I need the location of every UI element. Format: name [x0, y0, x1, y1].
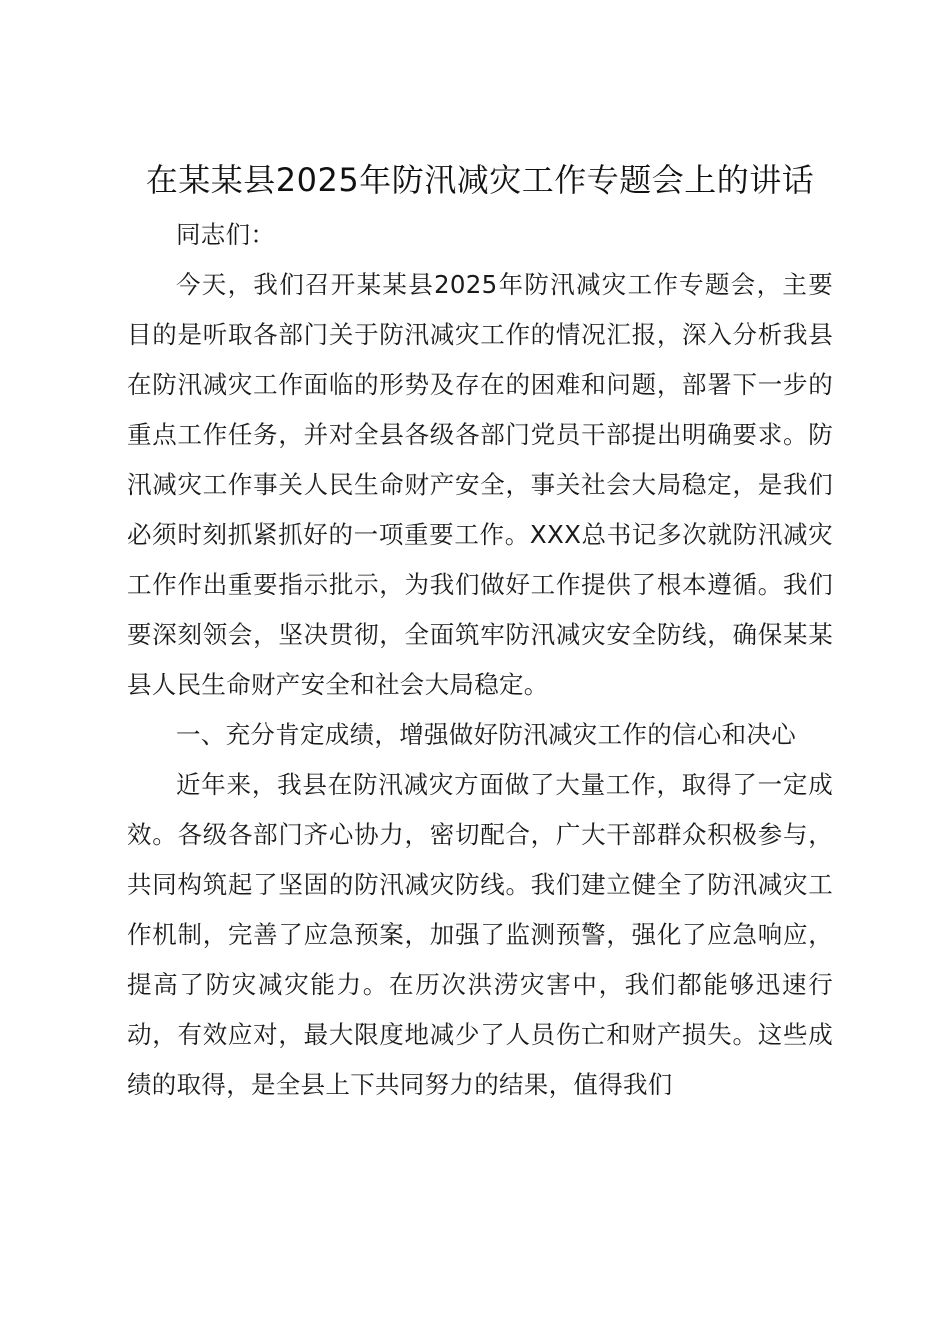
salutation: 同志们：	[176, 220, 276, 249]
section-heading: 一、充分肯定成绩，增强做好防汛减灾工作的信心和决心	[176, 720, 796, 749]
paragraph-intro: 今天，我们召开某某县2025年防汛减灾工作专题会，主要目的是听取各部门关于防汛减灾工作的情况汇报，深入分析我县在防汛减灾工作面临的形势及存在的困难和问题，部署下一步的重点工作任务，并对全县各级各部门党员干部提出明确要求。防汛减灾工作事关人民生命财产安全，事关社会大局稳定，是我们必须时刻抓紧抓好的一项重要工作。XXX总书记多次就防汛减灾工作作出重要指示批示，为我们做好工作提供了根本遵循。我们要深刻领会，坚决贯彻，全面筑牢防汛减灾安全防线，确保某某县人民生命财产安全和社会大局稳定。	[127, 270, 833, 699]
paragraph-achievements: 近年来，我县在防汛减灾方面做了大量工作，取得了一定成效。各级各部门齐心协力，密切配合，广大干部群众积极参与，共同构筑起了坚固的防汛减灾防线。我们建立健全了防汛减灾工作机制，完善了应急预案，加强了监测预警，强化了应急响应，提高了防灾减灾能力。在历次洪涝灾害中，我们都能够迅速行动，有效应对，最大限度地减少了人员伤亡和财产损失。这些成绩的取得，是全县上下共同努力的结果，值得我们	[127, 770, 833, 1099]
document-body	[127, 158, 833, 1110]
document-title: 在某某县2025年防汛减灾工作专题会上的讲话	[145, 161, 815, 199]
